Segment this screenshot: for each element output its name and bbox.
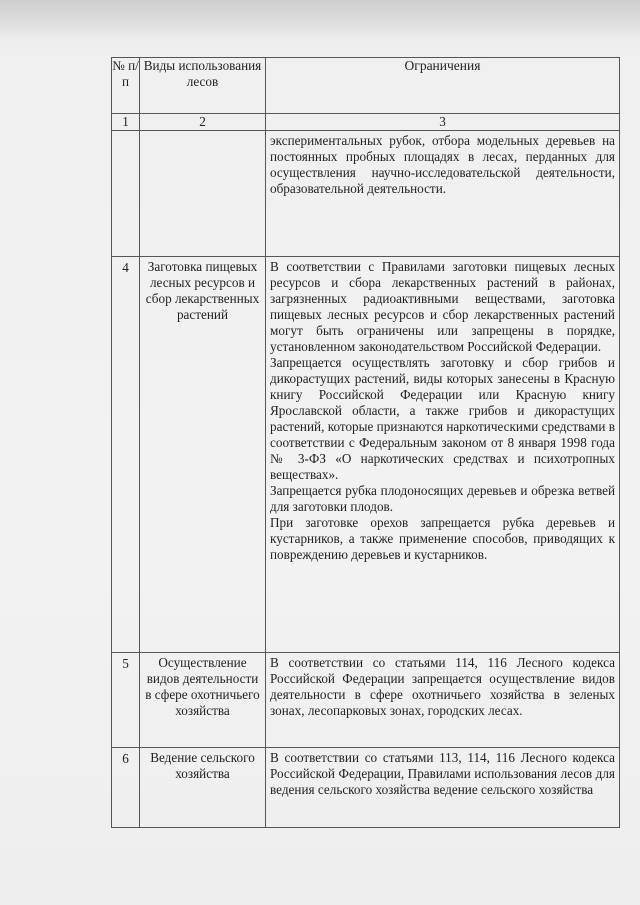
table-row — [112, 257, 620, 653]
restriction-paragraph: При заготовке орехов запрещается рубка деревьев и кустарников, а также применение способов, приводящих к повреждению деревьев и кустарников. — [270, 515, 615, 562]
row-number — [112, 131, 140, 257]
restriction-paragraph: В соответствии со статьями 113, 114, 116 Лесного кодекса Российской Федерации, Правилами использования лесов для ведения сельского хозяйства ведение сельского хозяйства — [270, 750, 615, 797]
header-restrictions: Ограничения — [266, 58, 620, 114]
restriction-paragraph: Запрещается рубка плодоносящих деревьев и обрезка ветвей для заготовки плодов. — [270, 483, 615, 514]
row-kind: Ведение сельского хозяйства — [140, 748, 266, 828]
table-row — [112, 748, 620, 828]
table-row — [112, 131, 620, 257]
column-index-3: 3 — [266, 114, 620, 131]
row-number: 4 — [112, 257, 140, 653]
restrictions-table — [111, 57, 620, 828]
restriction-paragraph: В соответствии со статьями 114, 116 Лесного кодекса Российской Федерации запрещается осуществление видов деятельности в сфере охотничьего хозяйства в зеленых зонах, лесопарковых зонах, городских лесах. — [270, 655, 615, 718]
row-kind — [140, 131, 266, 257]
row-kind: Осуществление видов деятельности в сфере охотничьего хозяйства — [140, 653, 266, 748]
header-kind: Виды использования лесов — [140, 58, 266, 114]
restriction-paragraph: В соответствии с Правилами заготовки пищевых лесных ресурсов и сбора лекарственных растений в районах, загрязненных радиоактивными веществами, заготовка пищевых лесных ресурсов и сбор лекарственных растений могут быть ограничены или запрещены в порядке, установленном законодательством Российской Федерации. — [270, 259, 615, 354]
header-number: № п/п — [112, 58, 140, 114]
row-number: 6 — [112, 748, 140, 828]
row-number: 5 — [112, 653, 140, 748]
row-restriction — [266, 653, 620, 748]
table-row — [112, 653, 620, 748]
row-restriction — [266, 131, 620, 257]
row-restriction — [266, 748, 620, 828]
table-header-row — [112, 58, 620, 114]
column-index-1: 1 — [112, 114, 140, 131]
column-index-row — [112, 114, 620, 131]
row-restriction — [266, 257, 620, 653]
column-index-2: 2 — [140, 114, 266, 131]
restriction-paragraph: Запрещается осуществлять заготовку и сбор грибов и дикорастущих растений, виды которых занесены в Красную книгу Российской Федерации или Красную книгу Ярославской области, а также грибов и дикорастущих растений, которые признаются наркотическими средствами в соответствии с Федеральным законом от 8 января 1998 года № 3-ФЗ «О наркотических средствах и психотропных веществах». — [270, 355, 615, 482]
row-kind: Заготовка пищевых лесных ресурсов и сбор лекарственных растений — [140, 257, 266, 653]
restriction-paragraph: экспериментальных рубок, отбора модельных деревьев на постоянных пробных площадях в лесах, перданных для осуществления научно-исследовательской деятельности, образовательной деятельности. — [270, 133, 615, 196]
scan-shadow — [0, 0, 640, 40]
